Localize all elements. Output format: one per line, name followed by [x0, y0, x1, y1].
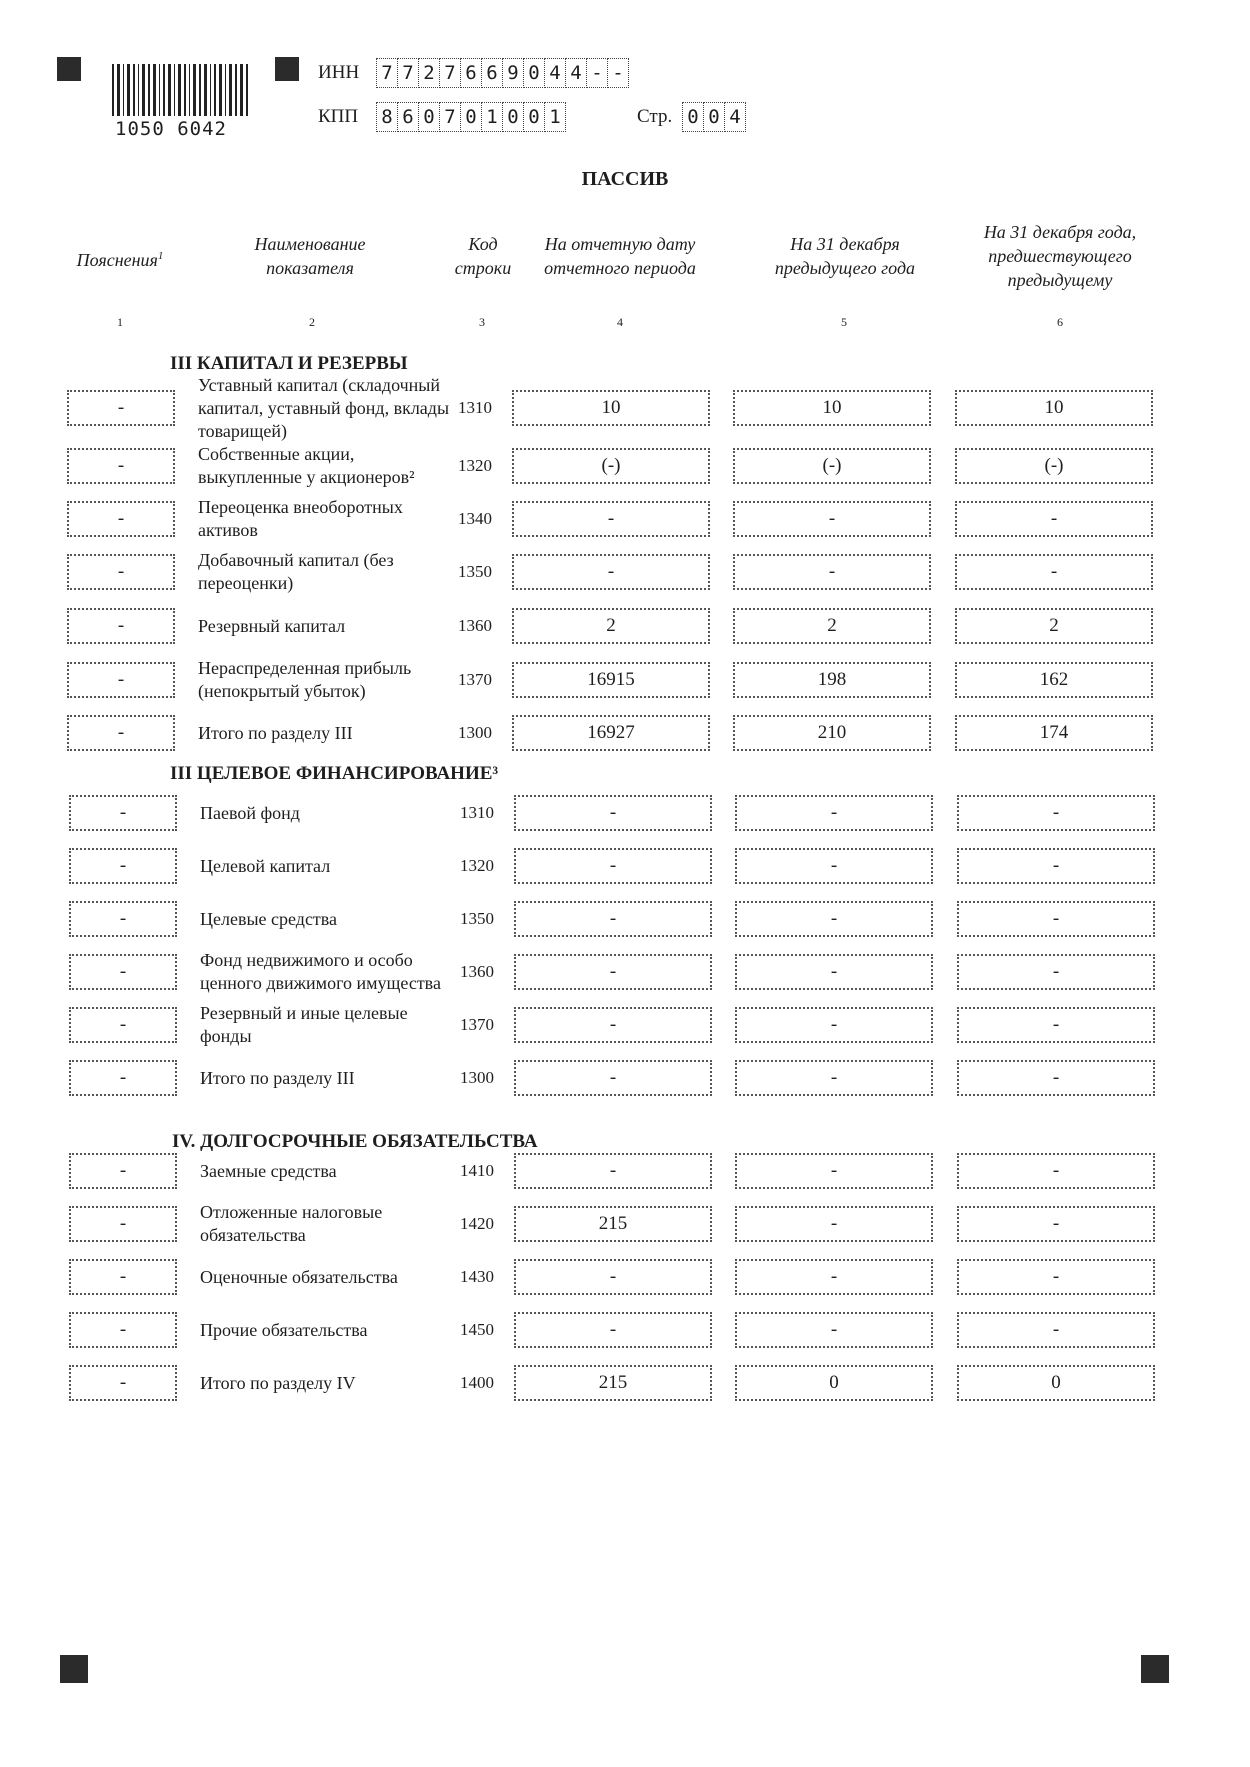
digit-cell: 7	[439, 102, 461, 132]
value-current-period: -	[512, 554, 710, 590]
value-current-period: (-)	[512, 448, 710, 484]
notes-field: -	[67, 448, 175, 484]
value-year-before-previous: 162	[955, 662, 1153, 698]
indicator-name: Паевой фонд	[200, 802, 300, 823]
value-previous-year: -	[735, 1060, 933, 1096]
value-current-period: 10	[512, 390, 710, 426]
indicator-name: Собственные акции, выкупленные у акционеров²	[198, 444, 415, 487]
value-year-before-previous: -	[957, 848, 1155, 884]
page-number-cells	[682, 102, 745, 132]
notes-field: -	[69, 795, 177, 831]
digit-cell: 6	[397, 102, 419, 132]
column-header-current: На отчетную дату отчетного периода	[544, 234, 696, 278]
digit-cell: 2	[418, 58, 440, 88]
value-previous-year: -	[733, 501, 931, 537]
digit-cell: 6	[481, 58, 503, 88]
notes-field: -	[69, 1153, 177, 1189]
digit-cell: 8	[376, 102, 398, 132]
digit-cell: 0	[502, 102, 524, 132]
indicator-name: Итого по разделу IV	[200, 1372, 356, 1393]
value-current-period: 215	[514, 1365, 712, 1401]
registration-marker-bottom-left	[60, 1655, 88, 1683]
value-previous-year: -	[733, 554, 931, 590]
registration-marker-header	[275, 57, 299, 81]
indicator-name: Добавочный капитал (без переоценки)	[198, 550, 394, 593]
digit-cell: 4	[724, 102, 746, 132]
notes-field: -	[69, 1259, 177, 1295]
barcode-number: 1050 6042	[115, 118, 227, 140]
row-code: 1300	[458, 723, 492, 742]
indicator-name: Резервный и иные целевые фонды	[200, 1003, 408, 1046]
value-current-period: -	[514, 1007, 712, 1043]
value-previous-year: 10	[733, 390, 931, 426]
value-year-before-previous: -	[957, 901, 1155, 937]
value-year-before-previous: -	[955, 501, 1153, 537]
notes-field: -	[69, 1312, 177, 1348]
digit-cell: 7	[397, 58, 419, 88]
column-header-previous: На 31 декабря предыдущего года	[774, 234, 916, 278]
digit-cell: 4	[544, 58, 566, 88]
value-year-before-previous: -	[957, 795, 1155, 831]
notes-field: -	[67, 390, 175, 426]
row-code: 1450	[460, 1320, 494, 1339]
row-code: 1300	[460, 1068, 494, 1087]
value-current-period: -	[514, 1312, 712, 1348]
column-header-name: Наименование показателя	[254, 234, 366, 278]
indicator-name: Отложенные налоговые обязательства	[200, 1202, 383, 1245]
column-number: 1	[117, 315, 123, 329]
indicator-name: Прочие обязательства	[200, 1319, 368, 1340]
indicator-name: Целевой капитал	[200, 855, 331, 876]
notes-field: -	[67, 715, 175, 751]
value-current-period: -	[514, 954, 712, 990]
digit-cell: 9	[502, 58, 524, 88]
value-current-period: -	[514, 901, 712, 937]
notes-field: -	[69, 901, 177, 937]
digit-cell: 7	[439, 58, 461, 88]
value-year-before-previous: (-)	[955, 448, 1153, 484]
notes-field: -	[69, 848, 177, 884]
digit-cell: 6	[460, 58, 482, 88]
row-code: 1350	[458, 562, 492, 581]
value-current-period: -	[514, 795, 712, 831]
row-code: 1320	[458, 456, 492, 475]
value-previous-year: 0	[735, 1365, 933, 1401]
value-current-period: 215	[514, 1206, 712, 1242]
value-current-period: -	[512, 501, 710, 537]
value-year-before-previous: -	[957, 954, 1155, 990]
column-header-code: Код строки	[454, 234, 512, 278]
notes-field: -	[69, 954, 177, 990]
row-code: 1310	[460, 803, 494, 822]
value-current-period: 16927	[512, 715, 710, 751]
digit-cell: 0	[460, 102, 482, 132]
row-code: 1430	[460, 1267, 494, 1286]
value-current-period: -	[514, 1060, 712, 1096]
row-code: 1350	[460, 909, 494, 928]
value-year-before-previous: -	[957, 1060, 1155, 1096]
indicator-name: Фонд недвижимого и особо ценного движимого имущества	[200, 950, 441, 993]
column-number: 3	[479, 315, 485, 329]
indicator-name: Оценочные обязательства	[200, 1266, 398, 1287]
column-number: 5	[841, 315, 847, 329]
notes-field: -	[67, 608, 175, 644]
value-year-before-previous: -	[957, 1153, 1155, 1189]
value-year-before-previous: -	[957, 1007, 1155, 1043]
value-year-before-previous: -	[957, 1206, 1155, 1242]
value-previous-year: -	[735, 795, 933, 831]
value-previous-year: 210	[733, 715, 931, 751]
value-year-before-previous: 2	[955, 608, 1153, 644]
digit-cell: 0	[703, 102, 725, 132]
value-previous-year: -	[735, 901, 933, 937]
digit-cell: 0	[418, 102, 440, 132]
page-title: ПАССИВ	[581, 168, 669, 190]
row-code: 1310	[458, 398, 492, 417]
value-previous-year: -	[735, 848, 933, 884]
digit-cell: 4	[565, 58, 587, 88]
value-previous-year: (-)	[733, 448, 931, 484]
row-code: 1370	[458, 670, 492, 689]
value-year-before-previous: -	[957, 1312, 1155, 1348]
indicator-name: Нераспределенная прибыль (непокрытый убыток)	[198, 658, 412, 701]
value-year-before-previous: 0	[957, 1365, 1155, 1401]
digit-cell: 0	[523, 102, 545, 132]
section-title-capital: III КАПИТАЛ И РЕЗЕРВЫ	[170, 353, 408, 374]
section-title-target-financing: III ЦЕЛЕВОЕ ФИНАНСИРОВАНИЕ³	[170, 763, 499, 784]
section-title-long-term-liabilities: IV. ДОЛГОСРОЧНЫЕ ОБЯЗАТЕЛЬСТВА	[172, 1131, 538, 1152]
row-code: 1360	[460, 962, 494, 981]
digit-cell: -	[607, 58, 629, 88]
digit-cell: 0	[523, 58, 545, 88]
row-code: 1370	[460, 1015, 494, 1034]
column-number: 4	[617, 315, 623, 329]
value-previous-year: -	[735, 1206, 933, 1242]
row-code: 1320	[460, 856, 494, 875]
indicator-name: Итого по разделу III	[198, 722, 353, 743]
value-previous-year: 198	[733, 662, 931, 698]
digit-cell: 1	[544, 102, 566, 132]
value-current-period: -	[514, 848, 712, 884]
digit-cell: 1	[481, 102, 503, 132]
value-current-period: 2	[512, 608, 710, 644]
indicator-name: Итого по разделу III	[200, 1067, 355, 1088]
indicator-name: Переоценка внеоборотных активов	[198, 497, 403, 540]
row-code: 1410	[460, 1161, 494, 1180]
kpp-label: КПП	[318, 106, 359, 127]
notes-field: -	[67, 662, 175, 698]
notes-field: -	[67, 501, 175, 537]
value-year-before-previous: -	[957, 1259, 1155, 1295]
value-current-period: -	[514, 1153, 712, 1189]
indicator-name: Целевые средства	[200, 908, 338, 929]
value-previous-year: -	[735, 1007, 933, 1043]
indicator-name: Уставный капитал (складочный капитал, уставный фонд, вклады товарищей)	[198, 374, 450, 441]
registration-marker-bottom-right	[1141, 1655, 1169, 1683]
notes-field: -	[67, 554, 175, 590]
row-code: 1400	[460, 1373, 494, 1392]
indicator-name: Заемные средства	[200, 1160, 337, 1181]
inn-label: ИНН	[318, 62, 360, 83]
value-current-period: -	[514, 1259, 712, 1295]
digit-cell: -	[586, 58, 608, 88]
value-previous-year: -	[735, 1312, 933, 1348]
notes-field: -	[69, 1060, 177, 1096]
value-previous-year: -	[735, 1153, 933, 1189]
value-year-before-previous: 174	[955, 715, 1153, 751]
inn-cells	[376, 58, 628, 88]
digit-cell: 0	[682, 102, 704, 132]
value-previous-year: -	[735, 1259, 933, 1295]
value-previous-year: -	[735, 954, 933, 990]
digit-cell: 7	[376, 58, 398, 88]
column-header-before-previous: На 31 декабря года, предшествующего предыдущему	[983, 222, 1137, 290]
value-current-period: 16915	[512, 662, 710, 698]
row-code: 1420	[460, 1214, 494, 1233]
notes-field: -	[69, 1007, 177, 1043]
row-code: 1360	[458, 616, 492, 635]
notes-field: -	[69, 1206, 177, 1242]
registration-marker-top-left	[57, 57, 81, 81]
row-code: 1340	[458, 509, 492, 528]
notes-field: -	[69, 1365, 177, 1401]
page-label: Стр.	[637, 106, 673, 127]
value-previous-year: 2	[733, 608, 931, 644]
column-number: 2	[309, 315, 315, 329]
indicator-name: Резервный капитал	[198, 615, 346, 636]
column-number: 6	[1057, 315, 1063, 329]
column-header-notes: Пояснения$^1$	[76, 250, 164, 270]
kpp-cells	[376, 102, 565, 132]
value-year-before-previous: 10	[955, 390, 1153, 426]
value-year-before-previous: -	[955, 554, 1153, 590]
